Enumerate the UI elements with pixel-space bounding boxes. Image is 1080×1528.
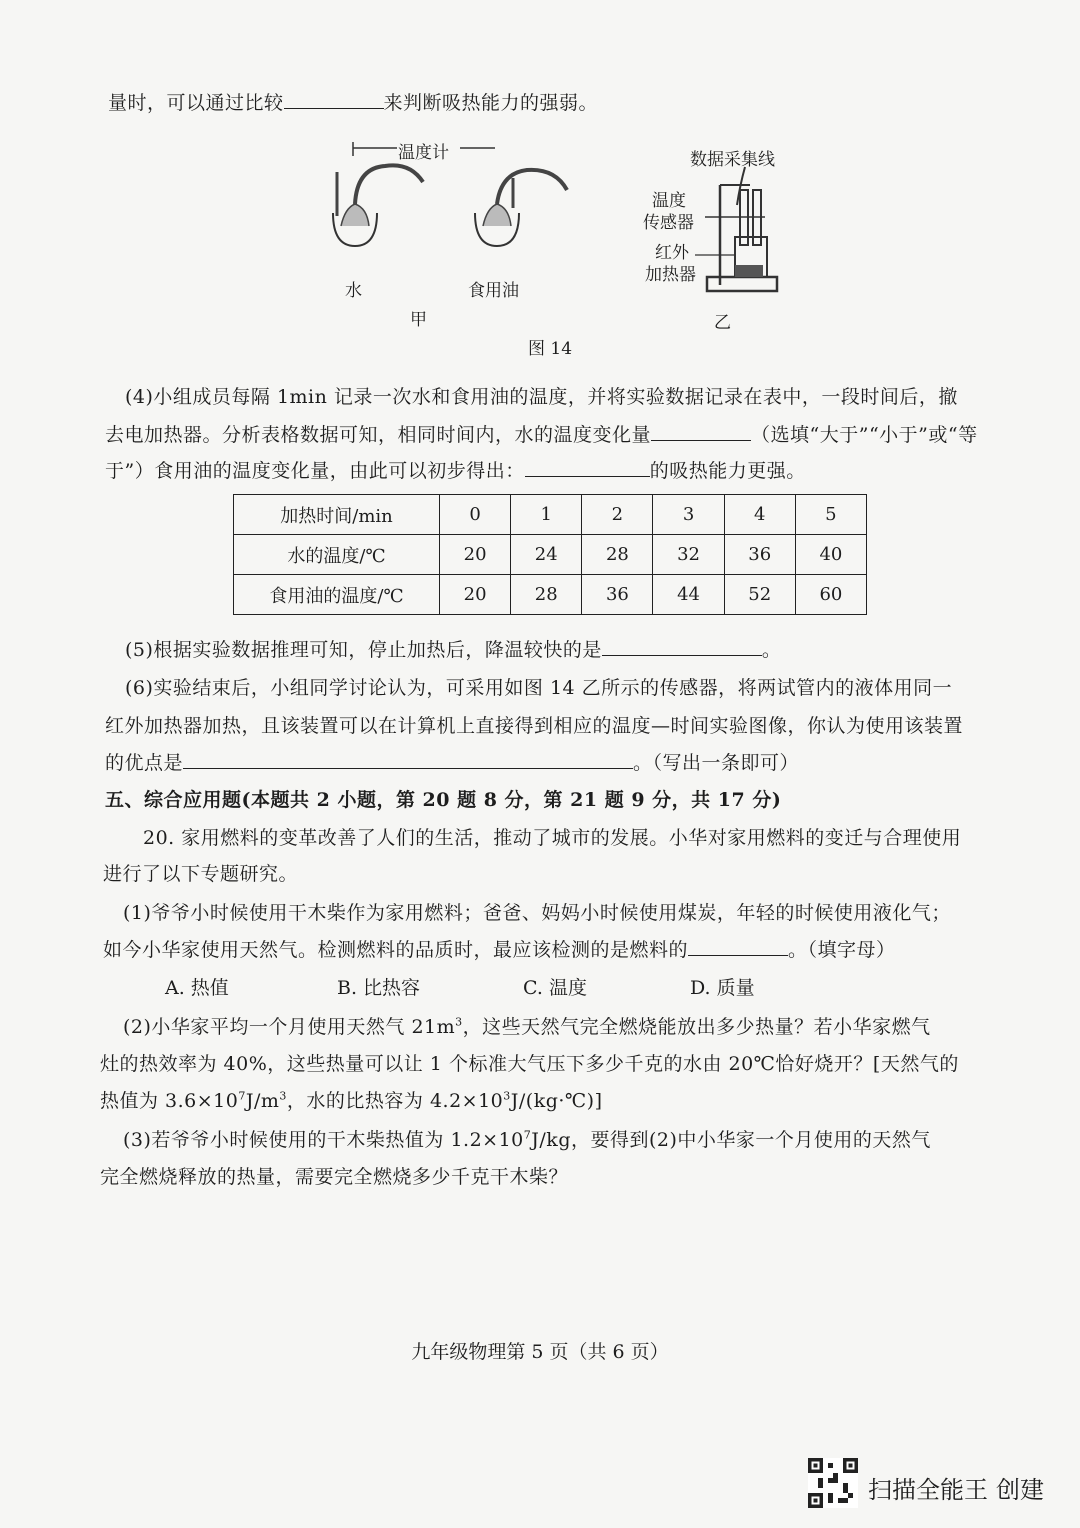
table-cell: 44 — [653, 575, 724, 615]
table-row — [234, 575, 867, 615]
q20-part2-line-3 — [100, 1086, 603, 1113]
infrared-label: 红外 — [655, 243, 689, 263]
q20-intro-line-2: 进行了以下专题研究。 — [103, 863, 299, 885]
scanner-created-label: 创建 — [996, 1476, 1044, 1504]
option-a[interactable]: A. 热值 — [165, 977, 229, 999]
q4-line-1: (4)小组成员每隔 1min 记录一次水和食用油的温度，并将实验数据记录在表中，一段时间后，撤 — [125, 386, 958, 408]
table-cell: 1 — [511, 495, 582, 535]
figure-jia-label: 甲 — [410, 310, 427, 330]
q20-part2-line3-c: ，水的比热容为 4.2×10 — [286, 1090, 504, 1112]
temperature-table — [233, 494, 867, 615]
table-row — [234, 535, 867, 575]
temperature-label: 温度 — [652, 191, 686, 211]
q5-line — [125, 635, 781, 662]
q6-answer-blank[interactable] — [183, 750, 633, 769]
q4-line-2 — [105, 420, 978, 447]
table-cell: 0 — [440, 495, 511, 535]
q6-line-2: 红外加热器加热，且该装置可以在计算机上直接得到相应的温度—时间实验图像，你认为使用该装置 — [105, 715, 964, 737]
table-row-header: 水的温度/℃ — [234, 535, 440, 575]
table-cell: 32 — [653, 535, 724, 575]
superscript: 3 — [503, 1089, 511, 1103]
q4-answer-blank-1[interactable] — [651, 422, 751, 441]
q3-answer-blank[interactable] — [284, 90, 384, 109]
table-cell: 24 — [511, 535, 582, 575]
q20-part1-tail: 。（填字母） — [788, 939, 896, 961]
q20-part1-line-1: (1)爷爷小时候使用干木柴作为家用燃料；爸爸、妈妈小时候使用煤炭，年轻的时候使用液化气； — [123, 902, 951, 924]
thermometer-label: 温度计 — [398, 143, 449, 163]
q4-conclusion-tail: 的吸热能力更强。 — [649, 460, 806, 482]
q6-line-1: (6)实验结束后，小组同学讨论认为，可采用如图 14 乙所示的传感器，将两试管内的液体用同一 — [125, 677, 953, 699]
page-footer: 九年级物理第 5 页（共 6 页） — [411, 1341, 669, 1363]
figure-14-yi-illustration — [695, 165, 795, 300]
q6-line-3 — [105, 748, 799, 775]
heater-label: 加热器 — [645, 265, 696, 285]
q20-part2-text-b: ，这些天然气完全燃烧能放出多少热量？若小华家燃气 — [462, 1016, 931, 1038]
q3-tail-text-after: 来判断吸热能力的强弱。 — [383, 92, 599, 114]
q4-text-after-blank: （选填“大于”“小于”或“等 — [751, 424, 978, 446]
q20-part1-text: 如今小华家使用天然气。检测燃料的品质时，最应该检测的是燃料的 — [103, 939, 689, 961]
table-row — [234, 495, 867, 535]
scanner-app-name: 扫描全能王 — [868, 1476, 988, 1504]
superscript: 7 — [238, 1089, 246, 1103]
q20-part3-text-b: J/kg，要得到(2)中小华家一个月使用的天然气 — [531, 1129, 931, 1151]
option-d[interactable]: D. 质量 — [690, 977, 755, 999]
table-cell: 28 — [511, 575, 582, 615]
table-cell: 20 — [440, 575, 511, 615]
q20-part2-line-1 — [123, 1012, 931, 1039]
table-cell: 36 — [724, 535, 795, 575]
superscript: 3 — [279, 1089, 287, 1103]
q20-part2-line-2: 灶的热效率为 40%，这些热量可以让 1 个标准大气压下多少千克的水由 20℃恰好烧开？[天然气的 — [100, 1053, 959, 1075]
q5-text: (5)根据实验数据推理可知，停止加热后，降温较快的是 — [125, 639, 602, 661]
superscript: 3 — [455, 1015, 463, 1029]
table-cell: 20 — [440, 535, 511, 575]
q3-tail-line — [108, 88, 598, 115]
q5-period: 。 — [761, 639, 782, 661]
section-5-title: 五、综合应用题(本题共 2 小题，第 20 题 8 分，第 21 题 9 分，共 17 分) — [105, 789, 782, 811]
table-row-header: 食用油的温度/℃ — [234, 575, 440, 615]
sensor-label: 传感器 — [643, 213, 694, 233]
data-cable-label: 数据采集线 — [690, 150, 775, 170]
table-cell: 36 — [582, 575, 653, 615]
table-cell: 2 — [582, 495, 653, 535]
q5-answer-blank[interactable] — [602, 637, 762, 656]
oil-label: 食用油 — [468, 281, 519, 301]
option-b[interactable]: B. 比热容 — [337, 977, 421, 999]
table-cell: 40 — [795, 535, 866, 575]
q20-part3-line-1 — [123, 1125, 931, 1152]
table-cell: 28 — [582, 535, 653, 575]
q4-line-3 — [105, 456, 806, 483]
table-cell: 4 — [724, 495, 795, 535]
q20-part2-line3-a: 热值为 3.6×10 — [100, 1090, 239, 1112]
q20-intro-line-1: 20. 家用燃料的变革改善了人们的生活，推动了城市的发展。小华对家用燃料的变迁与合理使用 — [143, 827, 962, 849]
q20-part3-line-2: 完全燃烧释放的热量，需要完全燃烧多少千克干木柴？ — [100, 1166, 569, 1188]
water-label: 水 — [345, 281, 362, 301]
q20-part2-line3-b: J/m — [245, 1090, 280, 1112]
figure-14-jia-illustration — [315, 138, 595, 258]
table-cell: 3 — [653, 495, 724, 535]
table-cell: 5 — [795, 495, 866, 535]
table-row-header: 加热时间/min — [234, 495, 440, 535]
q6-text: 的优点是 — [105, 752, 184, 774]
q4-text-before-blank: 去电加热器。分析表格数据可知，相同时间内，水的温度变化量 — [105, 424, 652, 446]
q6-tail: 。（写出一条即可） — [633, 752, 800, 774]
qr-code-icon — [808, 1458, 858, 1508]
table-cell: 60 — [795, 575, 866, 615]
table-cell: 52 — [724, 575, 795, 615]
q4-answer-blank-2[interactable] — [525, 458, 650, 477]
q20-part2-line3-d: J/(kg·℃)] — [510, 1090, 603, 1112]
q20-part1-answer-blank[interactable] — [688, 937, 788, 956]
q20-part1-line-2 — [103, 935, 896, 962]
q20-part3-text-a: (3)若爷爷小时候使用的干木柴热值为 1.2×10 — [123, 1129, 524, 1151]
q4-conclusion-text: 于”）食用油的温度变化量，由此可以初步得出： — [105, 460, 525, 482]
option-c[interactable]: C. 温度 — [523, 977, 587, 999]
q3-tail-text-before: 量时，可以通过比较 — [108, 92, 284, 114]
figure-yi-label: 乙 — [714, 313, 731, 333]
figure-caption: 图 14 — [528, 339, 573, 359]
q20-part2-text-a: (2)小华家平均一个月使用天然气 21m — [123, 1016, 456, 1038]
superscript: 7 — [523, 1128, 532, 1142]
